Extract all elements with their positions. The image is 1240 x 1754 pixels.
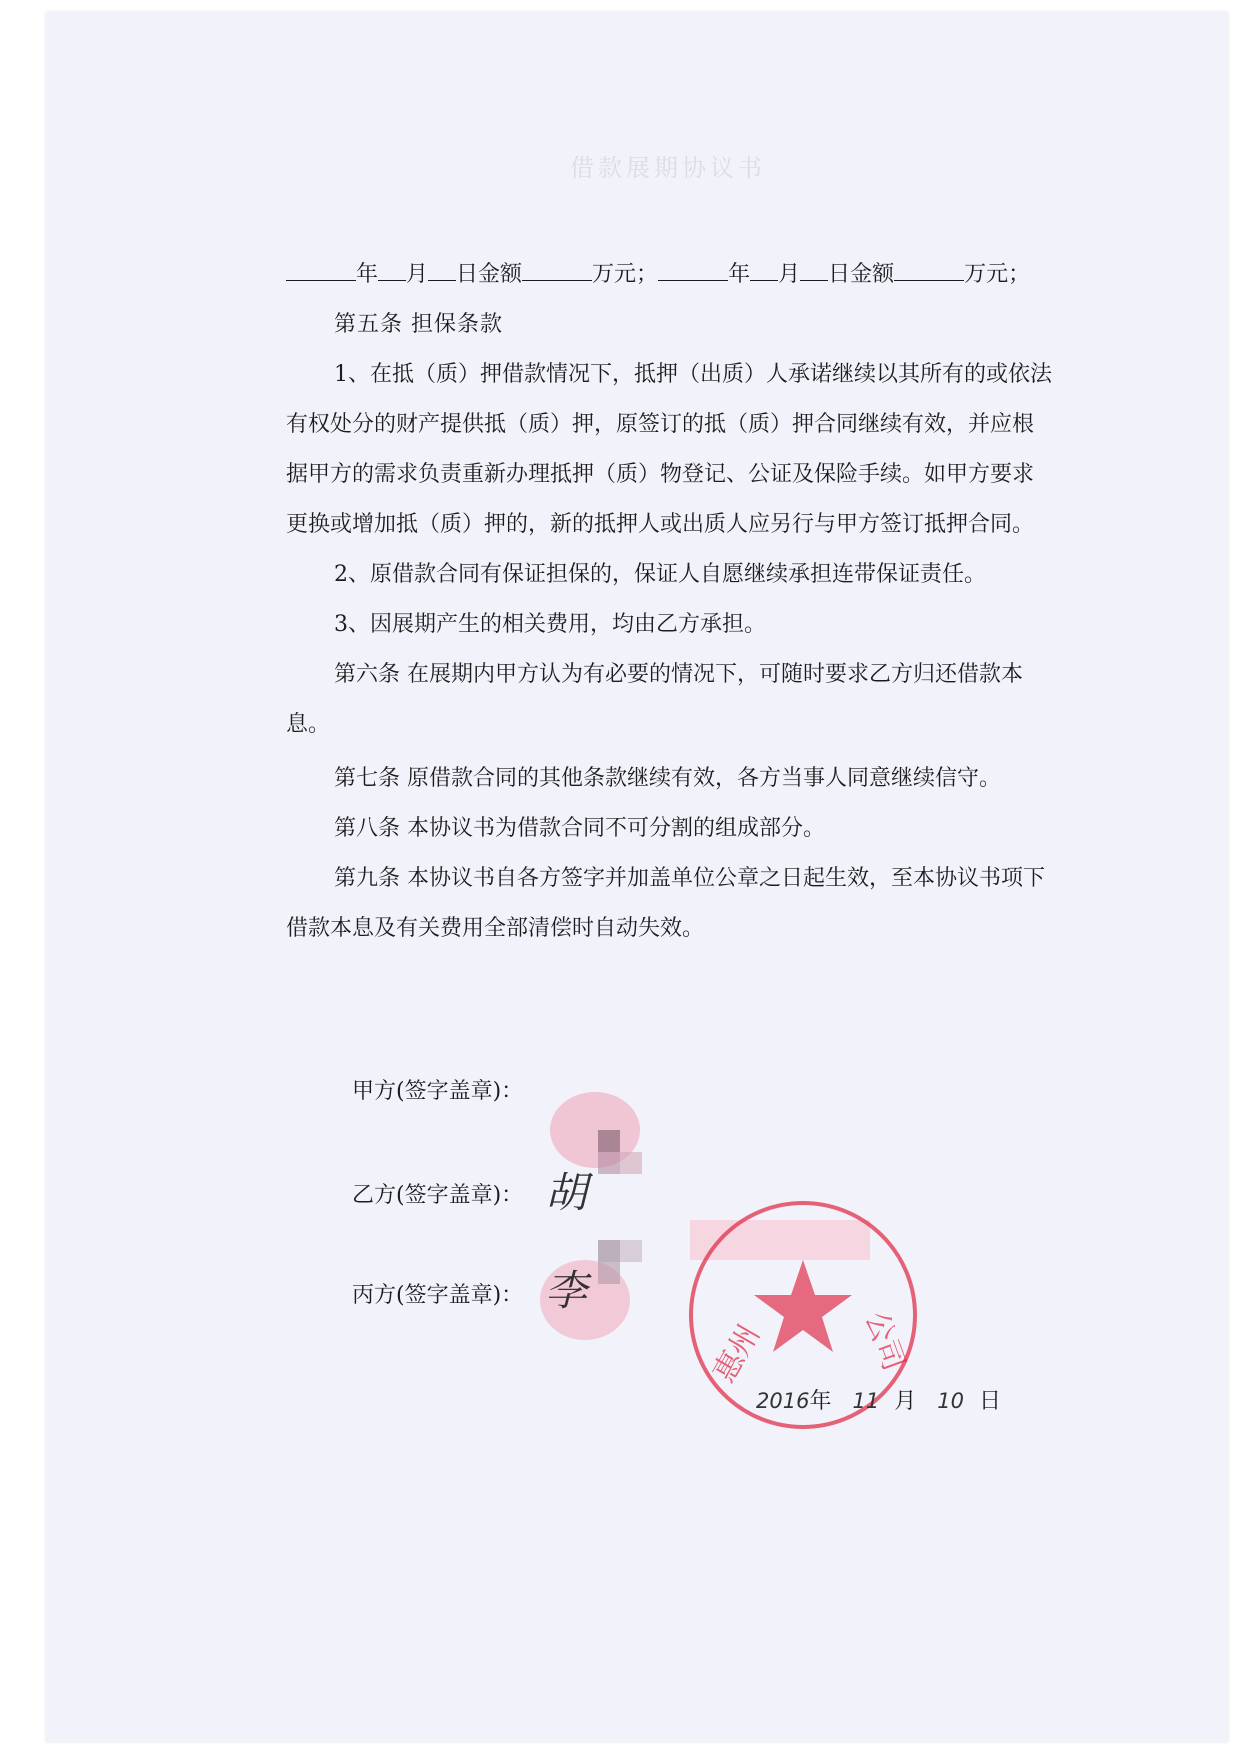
article-7: 第七条 原借款合同的其他条款继续有效，各方当事人同意继续信守。	[334, 766, 1001, 791]
blank-year-1	[286, 258, 356, 281]
label-unit-2: 万元；	[964, 262, 1031, 287]
seal-text-left: 惠州	[706, 1319, 768, 1389]
date-month-label: 月	[894, 1389, 917, 1414]
blank-day-2	[800, 258, 828, 281]
blank-amount-1	[522, 258, 592, 281]
redaction-c-1	[598, 1240, 620, 1262]
seal-star-icon	[754, 1260, 852, 1352]
date-day-hand: 10	[937, 1389, 964, 1413]
blank-month-1	[378, 258, 406, 281]
redaction-b-2	[598, 1152, 620, 1174]
article-6-line-2: 息。	[286, 712, 331, 737]
redaction-b-1	[598, 1130, 620, 1152]
blank-month-2	[750, 258, 778, 281]
article-5-p1-line-3: 据甲方的需求负责重新办理抵押（质）物登记、公证及保险手续。如甲方要求	[286, 462, 1035, 487]
article-5-p3: 3、因展期产生的相关费用，均由乙方承担。	[334, 612, 766, 637]
date-month-hand: 11	[852, 1389, 880, 1413]
article-5-p1-line-2: 有权处分的财产提供抵（质）押，原签订的抵（质）押合同继续有效，并应根	[286, 412, 1035, 437]
label-unit-1: 万元；	[592, 262, 659, 287]
party-c-label: 丙方(签字盖章)：	[352, 1283, 524, 1308]
date-day-label: 日	[978, 1389, 1001, 1414]
label-year-2: 年	[728, 262, 751, 287]
article-5-p1-line-4: 更换或增加抵（质）押的，新的抵押人或出质人应另行与甲方签订抵押合同。	[286, 512, 1035, 537]
date-year-label: 年	[809, 1389, 832, 1414]
blank-day-1	[428, 258, 456, 281]
label-day-amount-2: 日金额	[828, 262, 895, 287]
label-month-2: 月	[778, 262, 801, 287]
ghost-title: 借款展期协议书	[570, 154, 766, 182]
label-month-1: 月	[406, 262, 429, 287]
label-day-amount-1: 日金额	[456, 262, 523, 287]
party-b-label: 乙方(签字盖章)：	[352, 1183, 524, 1208]
article-5-p2: 2、原借款合同有保证担保的，保证人自愿继续承担连带保证责任。	[334, 562, 986, 587]
date-year-hand: 2016	[756, 1389, 810, 1413]
label-year-1: 年	[356, 262, 379, 287]
party-b-handwriting: 胡	[545, 1168, 588, 1217]
amount-line	[286, 250, 1102, 300]
article-6-line-1: 第六条 在展期内甲方认为有必要的情况下，可随时要求乙方归还借款本	[334, 662, 1023, 687]
article-9-line-2: 借款本息及有关费用全部清偿时自动失效。	[286, 916, 705, 941]
article-5-p1-line-1: 1、在抵（质）押借款情况下，抵押（出质）人承诺继续以其所有的或依法	[334, 362, 1052, 387]
article-5-heading: 第五条 担保条款	[334, 312, 503, 337]
sign-date	[756, 1384, 1001, 1415]
redaction-c-3	[620, 1240, 642, 1262]
redaction-c-2	[598, 1262, 620, 1284]
redaction-b-3	[620, 1152, 642, 1174]
article-9-line-1: 第九条 本协议书自各方签字并加盖单位公章之日起生效，至本协议书项下	[334, 866, 1045, 891]
party-c-handwriting: 李	[545, 1266, 588, 1315]
blank-amount-2	[894, 258, 964, 281]
party-a-label: 甲方(签字盖章)：	[352, 1079, 524, 1104]
seal-text-right: 公司	[858, 1307, 912, 1376]
article-8: 第八条 本协议书为借款合同不可分割的组成部分。	[334, 816, 825, 841]
document-body	[286, 250, 1102, 954]
blank-year-2	[658, 258, 728, 281]
